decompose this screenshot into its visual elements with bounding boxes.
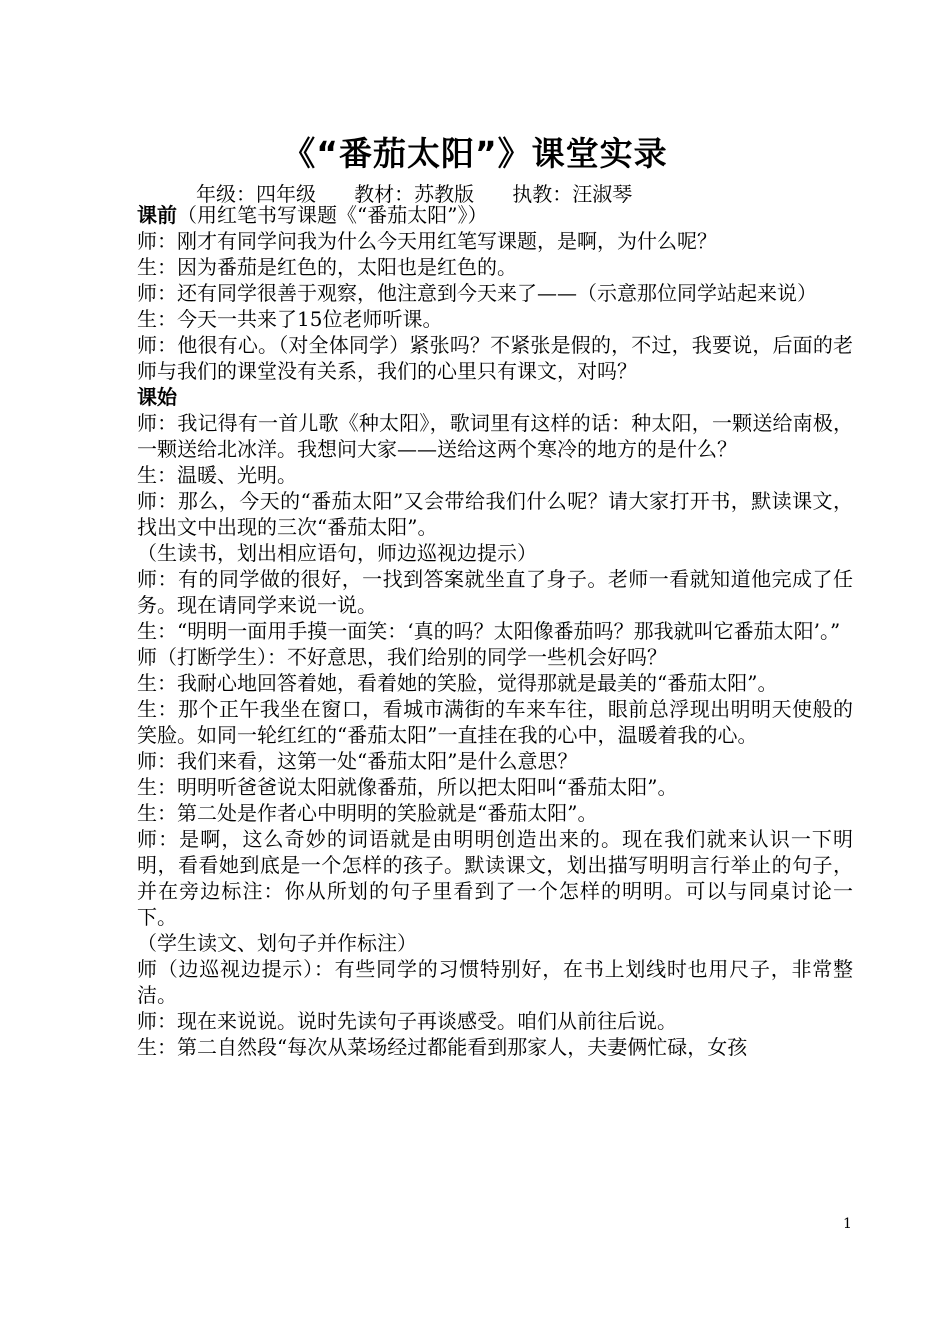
paragraph [137,254,853,280]
paragraph [137,332,853,384]
paragraph [137,826,853,930]
paragraph-text: 师：刚才有同学问我为什么今天用红笔写课题，是啊，为什么呢？ [137,229,717,253]
paragraph-text: 师：有的同学做的很好，一找到答案就坐直了身子。老师一看就知道他完成了任务。现在请同学来说一说。 [137,567,853,617]
paragraph [137,306,853,332]
paragraph [137,956,853,1008]
paragraph-text: 师：他很有心。（对全体同学）紧张吗？不紧张是假的，不过，我要说，后面的老师与我们的课堂没有关系，我们的心里只有课文，对吗？ [137,333,853,383]
paragraph-text: 师：还有同学很善于观察，他注意到今天来了——（示意那位同学站起来说） [137,281,817,305]
paragraph [137,202,853,228]
paragraph [137,774,853,800]
paragraph [137,540,853,566]
paragraph [137,280,853,306]
paragraph-text: 师：我们来看，这第一处“番茄太阳”是什么意思？ [137,749,578,773]
paragraph-text: 生：我耐心地回答着她，看着她的笑脸，觉得那就是最美的“番茄太阳”。 [137,671,778,695]
section-heading: 课前 [137,203,177,227]
paragraph-text: 生：那个正午我坐在窗口，看城市满街的车来车往，眼前总浮现出明明天使般的笑脸。如同一轮红红的“番茄太阳”一直挂在我的心中，温暖着我的心。 [137,697,853,747]
paragraph-text: 师：那么，今天的“番茄太阳”又会带给我们什么呢？请大家打开书，默读课文，找出文中出现的三次“番茄太阳”。 [137,489,853,539]
paragraph [137,800,853,826]
paragraph [137,1034,853,1060]
paragraph-text: （学生读文、划句子并作标注） [137,931,417,955]
paragraph-text: 生：因为番茄是红色的，太阳也是红色的。 [137,255,517,279]
paragraph [137,228,853,254]
paragraph [137,410,853,462]
page-number: 1 [843,1216,852,1232]
paragraph-text: 生：“明明一面用手摸一面笑：‘真的吗？太阳像番茄吗？那我就叫它番茄太阳’。” [137,619,841,643]
paragraph-text: 生：今天一共来了15位老师听课。 [137,307,443,331]
paragraph-text: 生：第二处是作者心中明明的笑脸就是“番茄太阳”。 [137,801,598,825]
paragraph [137,1008,853,1034]
paragraph [137,384,853,410]
paragraph [137,462,853,488]
document-meta-line: 年级：四年级 教材：苏教版 执教：汪淑琴 [196,182,633,206]
paragraph [137,488,853,540]
paragraph [137,566,853,618]
paragraph-text: 生：温暖、光明。 [137,463,297,487]
paragraph [137,696,853,748]
document-body [137,202,853,1060]
document-title: 《“番茄太阳”》课堂实录 [282,134,668,173]
paragraph-text: 师（打断学生）：不好意思，我们给别的同学一些机会好吗？ [137,645,667,669]
paragraph-text: （生读书，划出相应语句，师边巡视边提示） [137,541,537,565]
section-heading: 课始 [137,385,177,409]
paragraph [137,670,853,696]
paragraph [137,930,853,956]
paragraph [137,644,853,670]
paragraph-text: 师：是啊，这么奇妙的词语就是由明明创造出来的。现在我们就来认识一下明明，看看她到底是一个怎样的孩子。默读课文，划出描写明明言行举止的句子，并在旁边标注：你从所划的句子里看到了一个怎样的明明。可以与同桌讨论一下。 [137,827,853,929]
paragraph-text: （用红笔书写课题《“番茄太阳”》） [177,203,488,227]
paragraph-text: 师：现在来说说。说时先读句子再谈感受。咱们从前往后说。 [137,1009,677,1033]
paragraph-text: 生：明明听爸爸说太阳就像番茄，所以把太阳叫“番茄太阳”。 [137,775,678,799]
paragraph [137,748,853,774]
paragraph-text: 师：我记得有一首儿歌《种太阳》，歌词里有这样的话：种太阳，一颗送给南极，一颗送给北冰洋。我想问大家——送给这两个寒冷的地方的是什么？ [137,411,853,461]
paragraph-text: 生：第二自然段“每次从菜场经过都能看到那家人，夫妻俩忙碌，女孩 [137,1035,748,1059]
paragraph [137,618,853,644]
paragraph-text: 师（边巡视边提示）：有些同学的习惯特别好，在书上划线时也用尺子，非常整洁。 [137,957,853,1007]
